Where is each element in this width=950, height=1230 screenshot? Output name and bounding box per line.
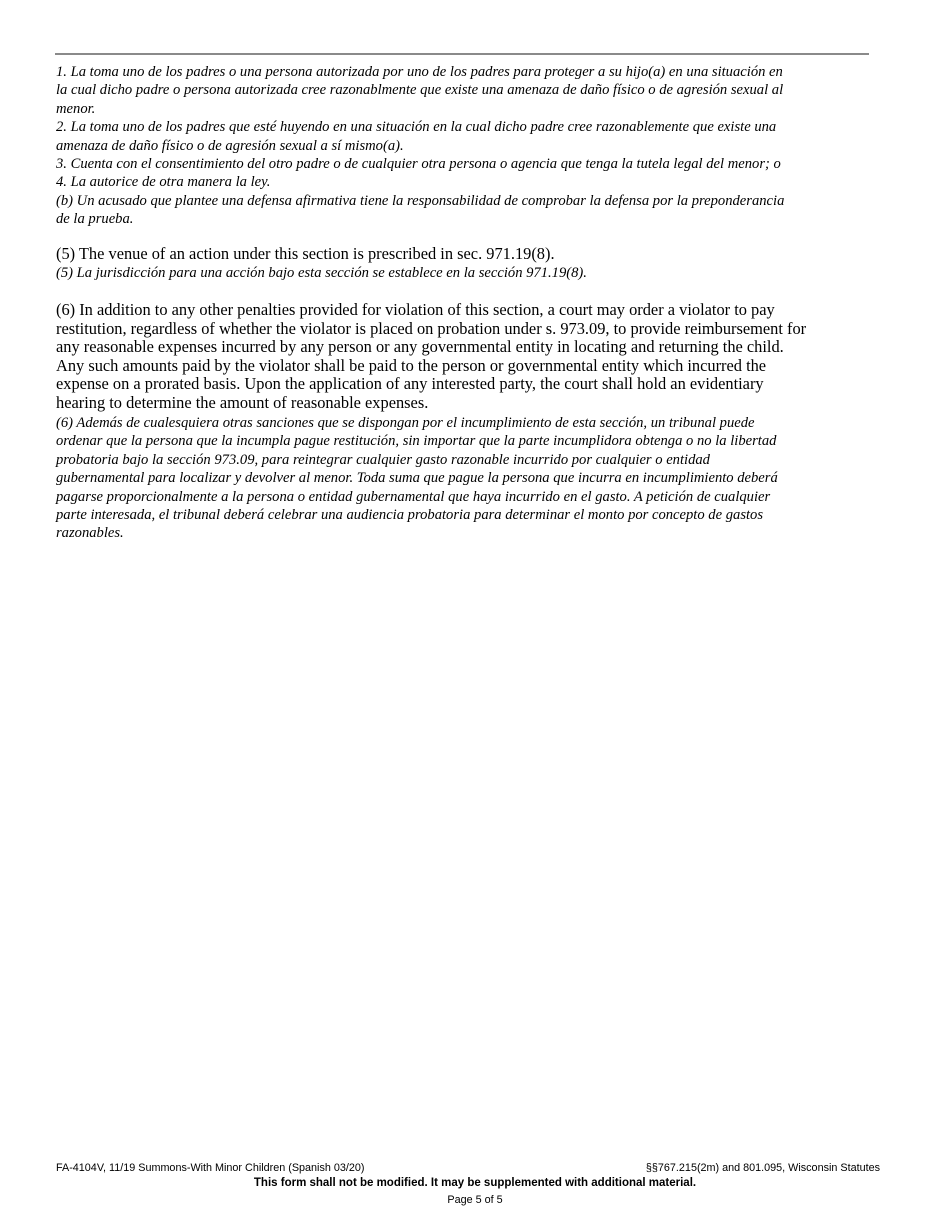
text-line: (5) The venue of an action under this section is prescribed in sec. 971.19(8). [56,244,555,263]
page-number: Page 5 of 5 [447,1194,503,1206]
header-rule [55,53,869,55]
text-line: 2. La toma uno de los padres que esté huyendo en una situación en la cual dicho padre cree razonablemente que existe una [56,119,777,136]
footer-notice: This form shall not be modified. It may be supplemented with additional material. [253,1177,697,1189]
text-line: parte interesada, el tribunal deberá celebrar una audiencia probatoria para determinar el monto por concepto de gastos [56,507,764,524]
text-line: expense on a prorated basis. Upon the application of any interested party, the court shall hold an evidentiary [56,374,764,393]
text-line: menor. [56,100,96,117]
text-line: probatoria bajo la sección 973.09, para reintegrar cualquier gasto razonable incurrido por cualquier o entidad [56,451,710,468]
text-line: (6) Además de cualesquiera otras sanciones que se dispongan por el incumplimiento de esta sección, un tribunal puede [56,415,755,431]
footer-statutes: §§767.215(2m) and 801.095, Wisconsin Statutes [645,1162,880,1174]
text-line: gubernamental para localizar y devolver al menor. Toda suma que pague la persona que incurra en incumplimiento deberá [56,470,778,487]
text-line: 1. La toma uno de los padres o una persona autorizada por uno de los padres para proteger a su hijo(a) en una situación en [56,64,783,80]
section-6-english [56,301,876,412]
text-line: ordenar que la persona que la incumpla pague restitución, sin importar que la parte incumplidora obtenga o no la libertad [56,433,777,450]
text-line: la cual dicho padre o persona autorizada cree razonablmente que existe una amenaza de daño físico o de agresión sexual al [56,82,784,99]
text-line: restitution, regardless of whether the violator is placed on probation under s. 973.09, to provide reimbursement for [56,318,807,338]
text-line: Any such amounts paid by the violator shall be paid to the person or governmental entity which incurred the [56,355,767,375]
text-line: 4. La autorice de otra manera la ley. [56,174,271,191]
text-line: 3. Cuenta con el consentimiento del otro padre o de cualquier otra persona o agencia que tenga la tutela legal del menor; o [56,156,781,173]
text-line: hearing to determine the amount of reasonable expenses. [56,392,429,412]
section-5-english [56,245,876,264]
text-line: (6) In addition to any other penalties provided for violation of this section, a court may order a violator to pay [56,300,775,319]
text-line: de la prueba. [56,211,134,228]
text-line: razonables. [56,525,124,542]
text-line: (5) La jurisdicción para una acción bajo esta sección se establece en la sección 971.19(8). [56,265,587,281]
text-line: pagarse proporcionalmente a la persona o entidad gubernamental que haya incurrido en el gasto. A petición de cualquier [56,488,771,505]
section-a-spanish [56,63,876,229]
section-6-spanish [56,414,876,543]
footer-form-id: FA-4104V, 11/19 Summons-With Minor Children (Spanish 03/20) [56,1162,365,1174]
section-5-spanish [56,264,876,282]
text-line: (b) Un acusado que plantee una defensa afirmativa tiene la responsabilidad de comprobar la defensa por la preponderancia [56,192,785,209]
text-line: amenaza de daño físico o de agresión sexual a sí mismo(a). [56,137,404,154]
text-line: any reasonable expenses incurred by any person or any governmental entity in locating and returning the child. [56,337,784,356]
